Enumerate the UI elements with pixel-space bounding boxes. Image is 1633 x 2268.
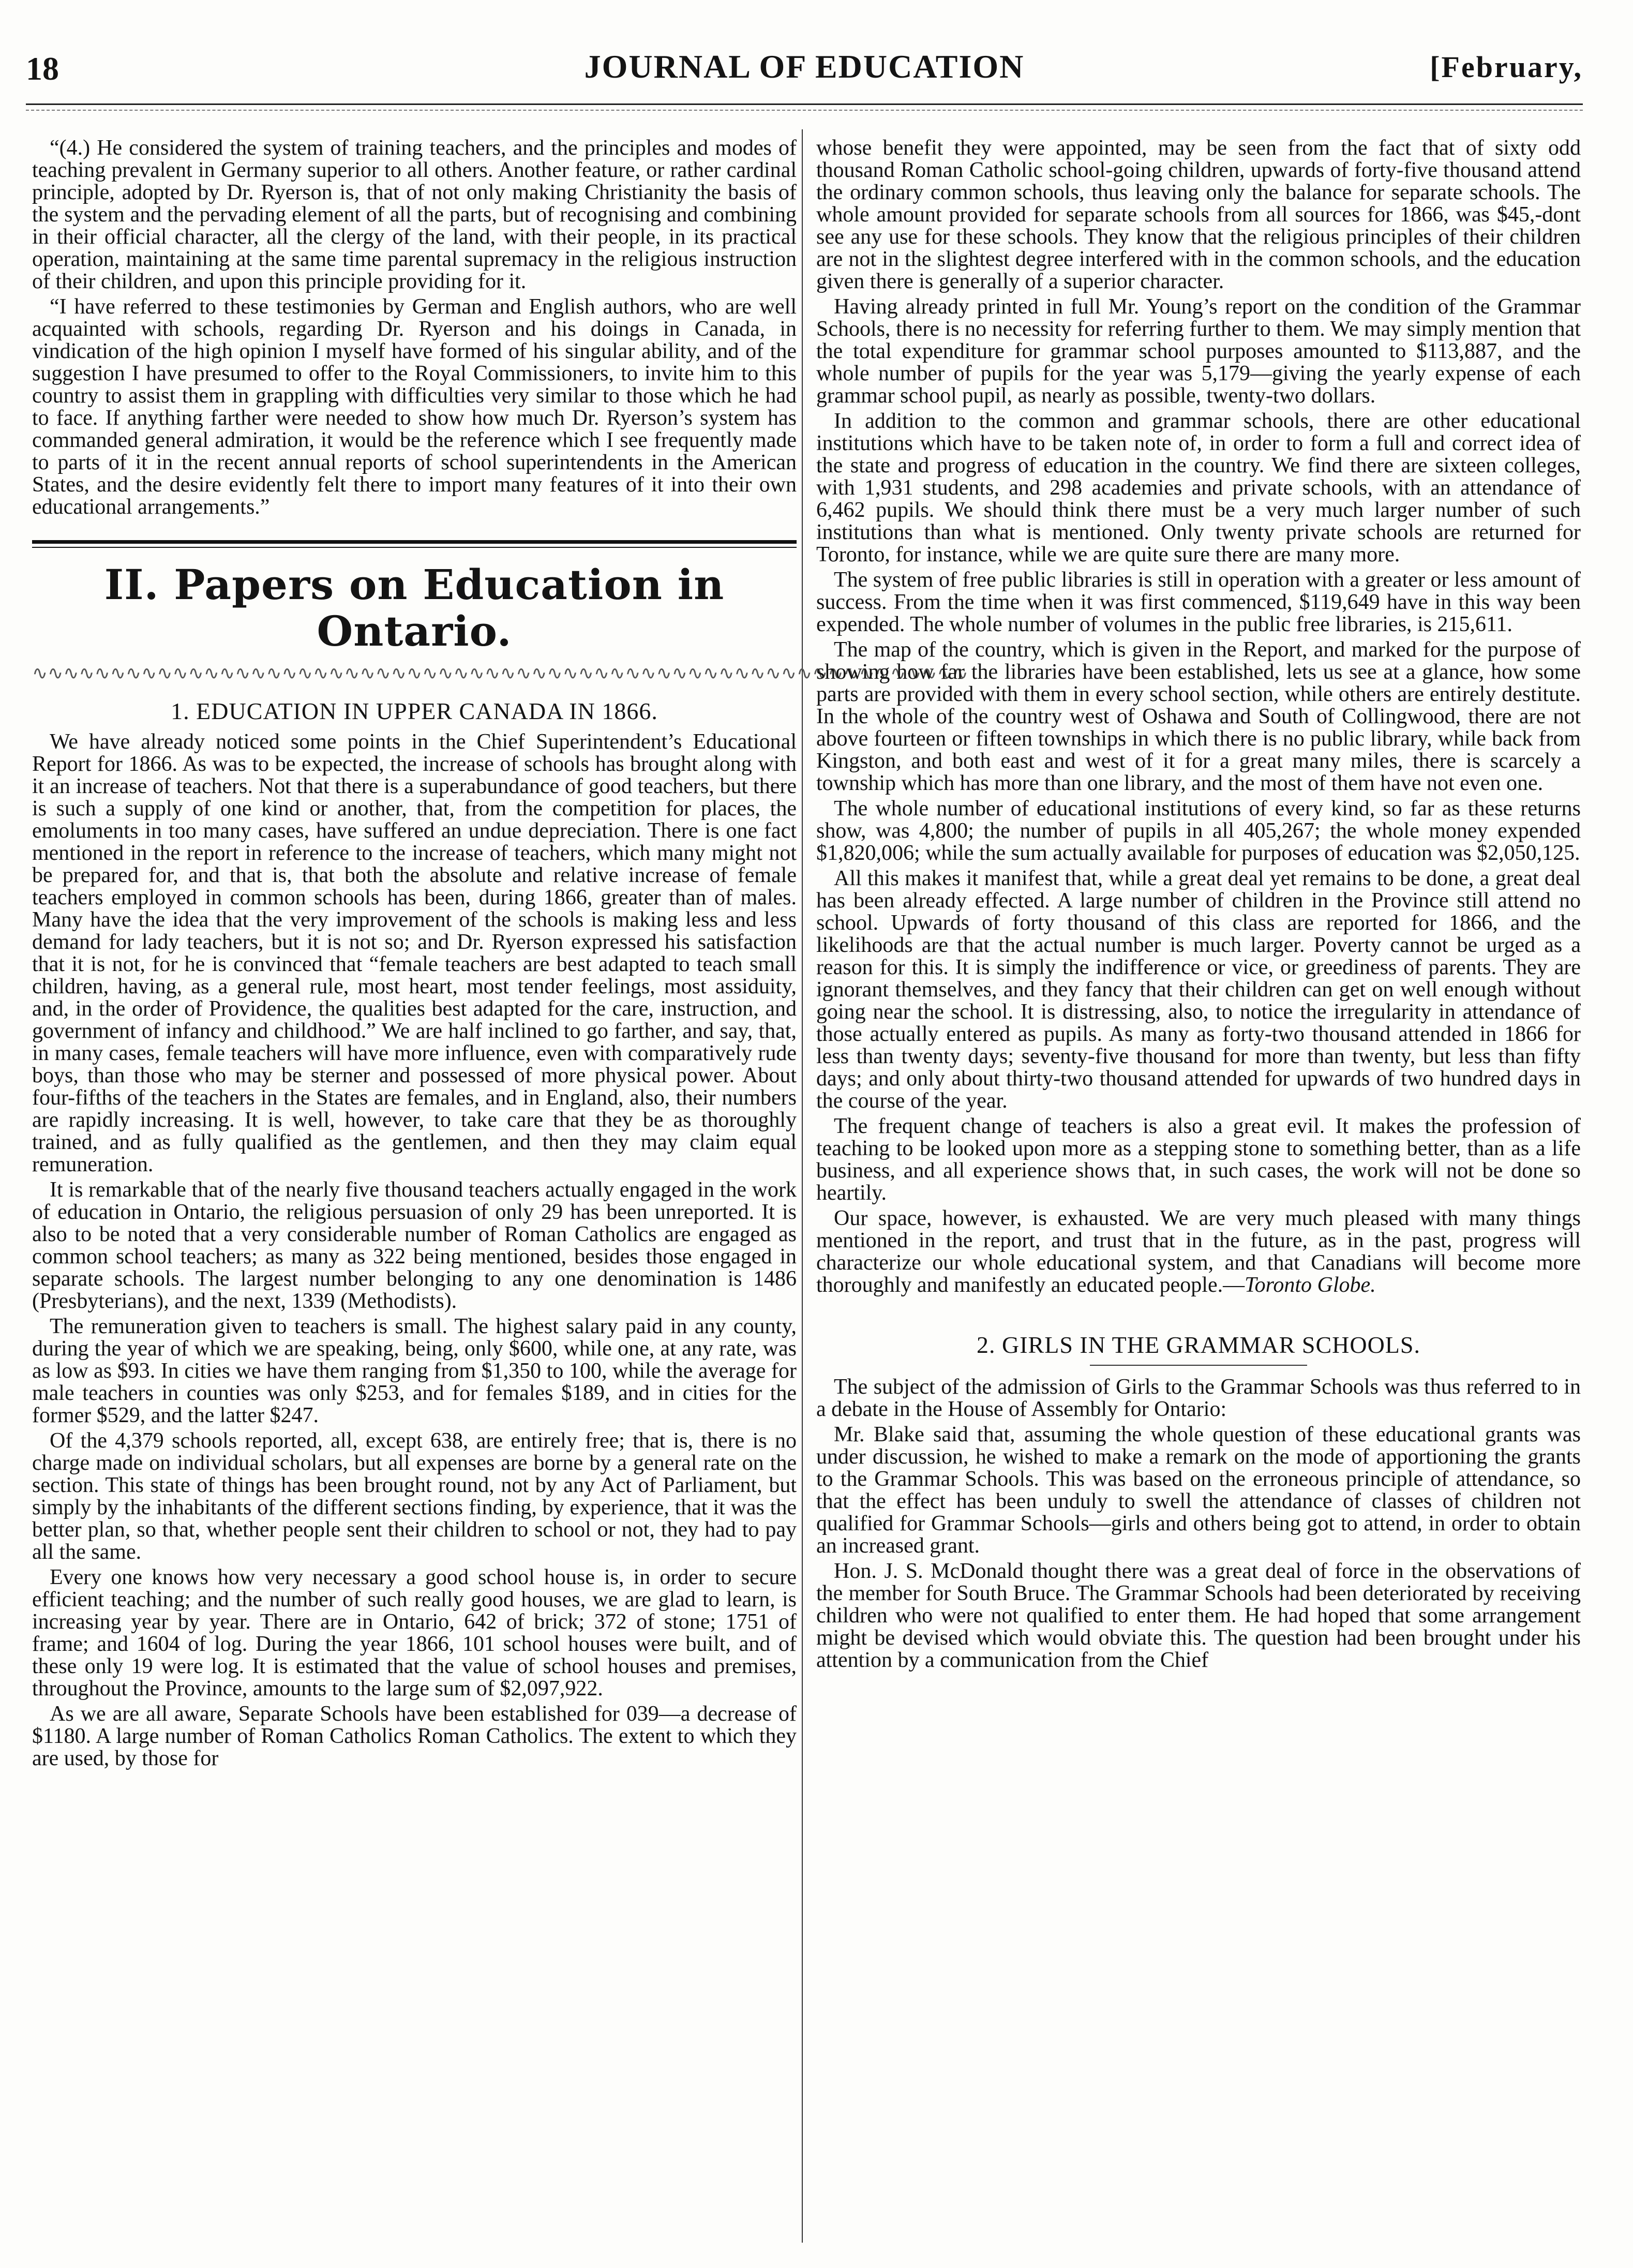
article-heading: 1. EDUCATION IN UPPER CANADA IN 1866. <box>171 698 658 724</box>
paragraph: “(4.) He considered the system of training teachers, and the principles and modes of teaching prevalent in Germany superior to all others. Another feature, or rather cardinal principle, adopted by Dr. Ryerson is, that of not only making Christianity the basis of the system and the pervading element of all the parts, but of recognising and combining in their official character, all the clergy of the land, with their people, in its practical operation, maintaining at the same time parental supremacy in the religious instruction of their children, and upon this principle providing for it. <box>32 136 797 293</box>
paragraph <box>816 1207 1581 1296</box>
paragraph: All this makes it manifest that, while a great deal yet remains to be done, a great deal has been already effected. A large number of children in the Province still attend no school. Upwards of forty thousand of this class are reported for 1866, and the likelihoods are that the actual number is much larger. Poverty cannot be urged as a reason for this. It is simply the indifference or vice, or greediness of parents. They are ignorant themselves, and they fancy that their children can get on well enough without going near the school. It is distressing, also, to notice the irregularity in attendance of those actually entered as pupils. As many as forty-two thousand attended in 1866 for less than twenty days; seventy-five thousand for more than twenty, but less than fifty days; and only about thirty-two thousand attended for upwards of two hundred days in the course of the year. <box>816 867 1581 1113</box>
page-header <box>26 40 1583 97</box>
issue-month: [February, <box>1430 50 1583 84</box>
article-heading: 2. GIRLS IN THE GRAMMAR SCHOOLS. <box>977 1332 1420 1358</box>
paragraph: “I have referred to these testimonies by German and English authors, who are well acquainted with schools, regarding Dr. Ryerson and his doings in Canada, in vindication of the high opinion I myself have formed of his singular ability, and of the suggestion I have presumed to offer to the Royal Commissioners, to invite him to this country to assist them in grappling with difficulties very similar to those which he had to face. If anything farther were needed to show how much Dr. Ryerson’s system has commanded general admiration, it would be the reference which I see frequently made to parts of it in the recent annual reports of school superintendents in the American States, and the desire evidently felt there to import many features of it into their own educational arrangements.” <box>32 295 797 519</box>
journal-title: JOURNAL OF EDUCATION <box>584 48 1025 85</box>
paragraph: Having already printed in full Mr. Young’s report on the condition of the Grammar Schools, there is no necessity for referring further to them. We may simply mention that the total expenditure for grammar school purposes amounted to $113,887, and the whole number of pupils for the year was 5,179—giving the yearly expense of each grammar school pupil, as nearly as possible, twenty-two dollars. <box>816 295 1581 408</box>
spacer <box>816 1300 1581 1317</box>
right-column <box>816 137 1581 2237</box>
paragraph: The frequent change of teachers is also a great evil. It makes the profession of teaching to be looked upon more as a stepping stone to something better, than as a life business, and all experience shows that, in such cases, the work will not be done so heartily. <box>816 1114 1581 1205</box>
paragraph: As we are all aware, Separate Schools have been established for 039—a decrease of $1180. A large number of Roman Catholics Roman Catholics. The extent to which they are used, by those for <box>32 1702 797 1770</box>
section-heading-block <box>32 540 968 683</box>
source-credit: Toronto Globe. <box>1245 1273 1376 1297</box>
paragraph: Mr. Blake said that, assuming the whole question of these educational grants was under discussion, he wished to make a remark on the mode of apportioning the grants to the Grammar Schools. This was based on the erroneous principle of attendance, so that the effect has been unduly to swell the attendance of classes of children not qualified for Grammar Schools—girls and others being got to attend, in order to obtain an increased grant. <box>816 1423 1581 1558</box>
paragraph: The subject of the admission of Girls to the Grammar Schools was thus referred to in a debate in the House of Assembly for Ontario: <box>816 1375 1581 1421</box>
paragraph: In addition to the common and grammar schools, there are other educational institutions which have to be taken note of, in order to form a full and correct idea of the state and progress of education in the country. We find there are sixteen colleges, with 1,931 students, and 298 academies and private schools, with an attendance of 6,462 pupils. We should think there must be a very much larger number of such institutions than what is mentioned. Only twenty private schools are returned for Toronto, for instance, while we are quite sure there are many more. <box>816 409 1581 566</box>
paragraph: The remuneration given to teachers is small. The highest salary paid in any county, during the year of which we are speaking, being, only $600, while one, at any rate, was as low as $93. In cities we have them ranging from $1,350 to 100, while the average for male teachers in counties was only $253, and for females $189, and in cities for the former $529, and the latter $247. <box>32 1315 797 1427</box>
header-rule-dashed <box>26 110 1583 111</box>
paragraph: It is remarkable that of the nearly five thousand teachers actually engaged in the work of education in Ontario, the religious persuasion of only 29 has been unreported. It is also to be noted that a very considerable number of Roman Catholics are engaged as common school teachers; as many as 322 being mentioned, besides those engaged in separate schools. The largest number belonging to any one denomination is 1486 (Presbyterians), and the next, 1339 (Methodists). <box>32 1178 797 1313</box>
paragraph: Every one knows how very necessary a good school house is, in order to secure efficient teaching; and the number of such really good houses, we are glad to learn, is increasing year by year. There are in Ontario, 642 of brick; 372 of stone; 1751 of frame; and 1604 of log. During the year 1866, 101 school houses were built, and of these only 19 were log. It is estimated that the value of school houses and premises, throughout the Province, amounts to the large sum of $2,097,922. <box>32 1565 797 1700</box>
paragraph: Of the 4,379 schools reported, all, except 638, are entirely free; that is, there is no charge made on individual scholars, but all expenses are borne by a general rate on the section. This state of things has been brought round, not by any Act of Parliament, but simply by the inhabitants of the different sections finding, by experience, that it was the better plan, so that, whether people sent their children to school or not, they had to pay all the same. <box>32 1429 797 1564</box>
left-column <box>32 136 968 2237</box>
divider <box>1090 1365 1307 1366</box>
divider <box>32 540 797 544</box>
header-rule <box>26 103 1583 105</box>
section-heading: II. Papers on Education in Ontario. <box>104 560 725 655</box>
paragraph: The whole number of educational institutions of every kind, so far as these returns show, was 4,800; the number of pupils in all 405,267; the whole money expended $1,820,006; while the sum actually available for purposes of education was $2,050,125. <box>816 797 1581 865</box>
wavy-divider: ∿∿∿∿∿∿∿∿∿∿∿∿∿∿∿∿∿∿∿∿∿∿∿∿∿∿∿∿∿∿∿∿∿∿∿∿∿∿∿∿∿∿∿∿∿∿∿∿∿∿∿∿∿∿∿∿∿∿∿∿ <box>32 663 968 683</box>
paragraph-text: Our space, however, is exhausted. We are very much pleased with many things mentioned in the report, and trust that in the future, as in the past, progress will characterize our whole educational system, and that Canadians will become more thoroughly and manifestly an educated people.— <box>816 1206 1581 1297</box>
paragraph: The map of the country, which is given in the Report, and marked for the purpose of showing how far the libraries have been established, lets us see at a glance, how some parts are provided with them in every school section, while others are entirely destitute. In the whole of the country west of Oshawa and South of Collingwood, there are not above fourteen or fifteen townships in which there is no public library, while back from Kingston, and both east and west of it for a great many miles, there is scarcely a township which has more than one library, and the most of them have not even one. <box>816 638 1581 795</box>
paragraph: whose benefit they were appointed, may be seen from the fact that of sixty odd thousand Roman Catholic school-going children, upwards of forty-five thousand attend the ordinary common schools, thus leaving only the balance for separate schools. The whole amount provided for separate schools from all sources for 1866, was $45,-dont see any use for these schools. They know that the religious principles of their children are not in the slightest degree interfered with in the common schools, and the education given there is generally of a superior character. <box>816 136 1581 293</box>
column-divider <box>802 129 803 2243</box>
paragraph: Hon. J. S. McDonald thought there was a great deal of force in the observations of the member for South Bruce. The Grammar Schools had been deteriorated by receiving children who were not qualified to enter them. He had hoped that some arrangement might be devised which would obviate this. The question had been brought under his attention by a communication from the Chief <box>816 1559 1581 1672</box>
paragraph: The system of free public libraries is still in operation with a greater or less amount of success. From the time when it was first commenced, $119,649 have in this way been expended. The whole number of volumes in the public free libraries, is 215,611. <box>816 568 1581 636</box>
paragraph: We have already noticed some points in the Chief Superintendent’s Educational Report for 1866. As was to be expected, the increase of schools has brought along with it an increase of teachers. Not that there is a superabundance of good teachers, but there is such a supply of one kind or another, that, from the competition for places, the emoluments in too many cases, have suffered an undue depreciation. There is one fact mentioned in the report in reference to the increase of teachers, which many might not be prepared for, and that is, that both the absolute and relative increase of female teachers employed in common schools has been, during 1866, greater than of males. Many have the idea that the very improvement of the schools is making less and less demand for lady teachers, but it is not so; and Dr. Ryerson expressed his satisfaction that it is not, for he is convinced that “female teachers are best adapted to teach small children, having, as a general rule, most heart, most tender feelings, most assiduity, and, in the order of Providence, the qualities best adapted for the care, instruction, and government of infancy and childhood.” We are half inclined to go farther, and say, that, in many cases, female teachers will have more influence, even with comparatively rude boys, than those who may be sterner and possessed of more physical power. About four-fifths of the teachers in the States are females, and in England, also, their numbers are rapidly increasing. It is well, however, to take care that they be as thoroughly trained, and as fully qualified as the gentlemen, and then they may claim equal remuneration. <box>32 730 797 1176</box>
page-number: 18 <box>26 50 59 87</box>
divider <box>32 547 797 548</box>
